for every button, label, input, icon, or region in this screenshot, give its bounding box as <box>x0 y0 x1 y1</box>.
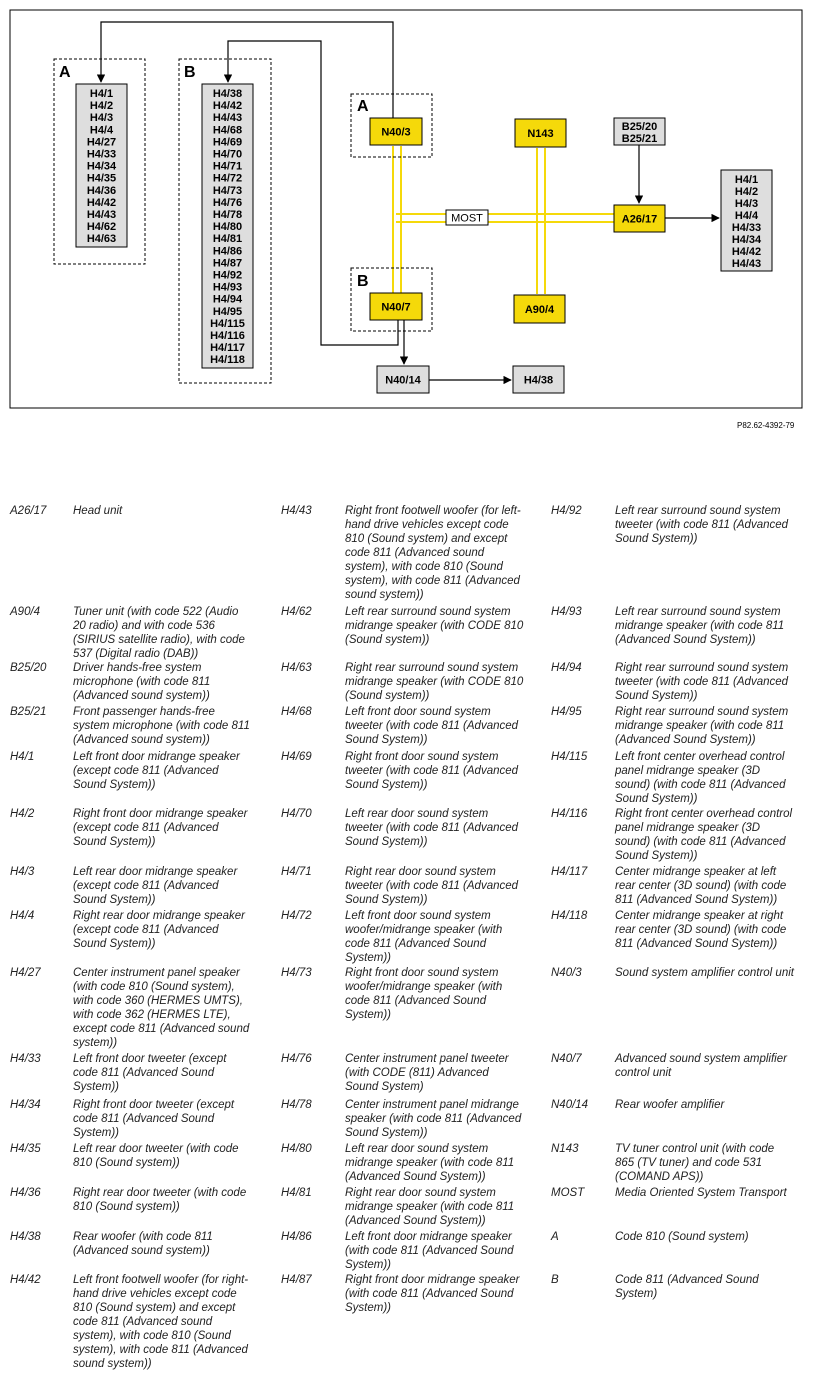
list-entry: H4/36 <box>86 184 117 197</box>
h4-38-label: H4/38 <box>523 374 554 387</box>
list-entry: H4/63 <box>86 233 117 246</box>
b25-20-label: B25/20 <box>621 121 658 133</box>
list-entry: H4/2 <box>89 100 114 113</box>
legend-description: Right rear door sound system midrange speaker (with code 811 (Advanced Sound System)) <box>345 1187 515 1227</box>
legend-description: Right front door midrange speaker (with code 811 (Advanced Sound System)) <box>345 1274 520 1314</box>
group-a-letter: A <box>59 64 71 81</box>
legend-code: A <box>551 1231 559 1243</box>
n143-label: N143 <box>527 128 554 140</box>
legend-description: Center midrange speaker at right rear center (3D sound) (with code 811 (Advanced Sound System)) <box>615 910 787 950</box>
n40-7-label: N40/7 <box>381 301 411 314</box>
legend-description: Left rear surround sound system midrange speaker (with code 811 (Advanced Sound System)) <box>615 606 785 646</box>
list-entry: H4/86 <box>212 245 243 258</box>
list-entry: H4/115 <box>210 317 245 330</box>
legend-description: Rear woofer (with code 811 (Advanced sound system)) <box>73 1231 213 1257</box>
legend-description: Center instrument panel tweeter (with CODE (811) Advanced Sound System) <box>345 1053 509 1093</box>
legend-description: Right front center overhead control panel midrange speaker (3D sound) (with code 811 (Advanced Sound System)) <box>615 808 793 862</box>
legend-code: H4/68 <box>281 706 312 718</box>
legend-description: Code 811 (Advanced Sound System) <box>615 1274 759 1300</box>
list-entry: H4/62 <box>86 221 117 234</box>
legend-description: Advanced sound system amplifier control unit <box>615 1053 787 1079</box>
legend-code: H4/35 <box>10 1143 41 1155</box>
list-entry: H4/81 <box>212 233 243 246</box>
list-entry: H4/42 <box>212 100 243 113</box>
legend-code: H4/69 <box>281 751 312 763</box>
figure-reference: P82.62-4392-79 <box>737 421 795 430</box>
legend-description: Left rear door sound system midrange speaker (with code 811 (Advanced Sound System)) <box>345 1143 515 1183</box>
legend-description: Right rear door midrange speaker (except code 811 (Advanced Sound System)) <box>73 910 245 950</box>
legend-code: N40/7 <box>551 1053 582 1065</box>
list-entry: H4/34 <box>731 234 762 246</box>
list-entry: H4/1 <box>734 174 759 186</box>
list-entry: H4/35 <box>86 172 117 185</box>
legend-code: H4/72 <box>281 910 312 922</box>
legend-code: H4/38 <box>10 1231 41 1243</box>
list-entry: H4/3 <box>89 112 114 125</box>
legend-code: H4/116 <box>551 808 588 820</box>
list-entry: H4/69 <box>212 136 243 149</box>
legend-description: Left front center overhead control panel midrange speaker (3D sound) (with code 811 (Advanced Sound System)) <box>615 751 786 805</box>
legend-code: H4/92 <box>551 505 582 517</box>
list-entry: H4/1 <box>89 88 114 100</box>
list-entry: H4/42 <box>86 196 117 209</box>
list-entry: H4/27 <box>86 136 117 149</box>
list-a <box>87 88 117 245</box>
legend-code: H4/1 <box>10 751 35 763</box>
legend-description: Left rear surround sound system tweeter (with code 811 (Advanced Sound System)) <box>615 505 789 545</box>
legend-description: Front passenger hands-free system microphone (with code 811 (Advanced sound system)) <box>73 706 250 746</box>
legend-description: Right rear surround sound system midrange speaker (with code 811 (Advanced Sound System)) <box>615 706 789 746</box>
legend-code: A90/4 <box>10 606 41 618</box>
list-entry: H4/93 <box>212 281 243 294</box>
legend-description: Left rear door midrange speaker (except code 811 (Advanced Sound System)) <box>73 866 238 906</box>
legend-description: Left front footwell woofer (for right- hand drive vehicles except code 810 (Sound system) and except code 811 (Advanced sound system), with code 810 (Sound system), with code 811 (Advanced sound system)) <box>73 1274 249 1370</box>
list-entry: H4/87 <box>212 257 243 270</box>
legend-description: Sound system amplifier control unit <box>615 967 794 979</box>
group-b-letter: B <box>184 64 196 81</box>
legend-code: H4/70 <box>281 808 312 820</box>
legend-code: H4/86 <box>281 1231 312 1243</box>
legend-description: Center instrument panel speaker (with code 810 (Sound system), with code 360 (HERMES UMTS), with code 362 (HERMES LTE), except code 811 (Advanced sound system)) <box>73 967 250 1049</box>
legend-code: H4/78 <box>281 1099 312 1111</box>
legend-description: Right rear door sound system tweeter (with code 811 (Advanced Sound System)) <box>345 866 519 906</box>
legend-description: Center instrument panel midrange speaker (with code 811 (Advanced Sound System)) <box>345 1099 522 1139</box>
legend-description: Left front door midrange speaker (with code 811 (Advanced Sound System)) <box>345 1231 514 1271</box>
list-entry: H4/72 <box>212 172 243 185</box>
legend-code: A26/17 <box>10 505 47 517</box>
legend-description: Rear woofer amplifier <box>615 1099 725 1111</box>
legend-code: MOST <box>551 1187 585 1199</box>
a90-4-label: A90/4 <box>524 304 555 316</box>
legend-code: H4/93 <box>551 606 582 618</box>
list-entry: H4/43 <box>86 209 117 221</box>
legend-description: Right rear door tweeter (with code 810 (Sound system)) <box>73 1187 247 1213</box>
legend-description: Right rear surround sound system midrange speaker (with CODE 810 (Sound system)) <box>345 662 524 702</box>
list-entry: H4/116 <box>210 330 245 342</box>
list-entry: H4/78 <box>212 209 243 221</box>
legend-description: Right front door sound system woofer/midrange speaker (with code 811 (Advanced Sound System)) <box>345 967 503 1021</box>
legend-code: H4/81 <box>281 1187 312 1199</box>
legend-description: Right front door tweeter (except code 811 (Advanced Sound System)) <box>73 1099 235 1139</box>
legend-description: TV tuner control unit (with code 865 (TV tuner) and code 531 (COMAND APS)) <box>615 1143 775 1183</box>
list-entry: H4/38 <box>212 88 243 100</box>
b25-21-label: B25/21 <box>621 133 658 145</box>
list-entry: H4/117 <box>210 342 245 355</box>
legend-description: Driver hands-free system microphone (with code 811 (Advanced sound system)) <box>73 662 211 702</box>
legend-code: H4/115 <box>551 751 588 763</box>
list-right <box>732 174 762 270</box>
legend-code: H4/73 <box>281 967 312 979</box>
list-entry: H4/34 <box>86 160 117 173</box>
list-entry: H4/118 <box>210 354 245 367</box>
legend-code: B25/20 <box>10 662 47 674</box>
legend-code: B <box>551 1274 559 1286</box>
list-entry: H4/4 <box>734 210 759 222</box>
legend-description: Left rear door tweeter (with code 810 (Sound system)) <box>73 1143 239 1169</box>
n40-3-code-letter: A <box>357 98 369 115</box>
list-entry: H4/4 <box>89 124 114 137</box>
legend-code: H4/71 <box>281 866 312 878</box>
legend-description: Right front footwell woofer (for left- hand drive vehicles except code 810 (Sound system) and except code 811 (Advanced sound system), with code 810 (Sound system), with code 811 (Advanced sound system)) <box>345 505 521 601</box>
most-bus <box>393 146 614 294</box>
legend-code: H4/118 <box>551 910 588 922</box>
most-label: MOST <box>451 212 483 225</box>
n40-7-code-letter: B <box>357 273 369 290</box>
legend-code: H4/94 <box>551 662 582 674</box>
list-entry: H4/92 <box>212 269 243 282</box>
legend-code: B25/21 <box>10 706 47 718</box>
list-entry: H4/73 <box>212 184 243 197</box>
legend-code: H4/36 <box>10 1187 41 1199</box>
a26-17-label: A26/17 <box>621 213 658 226</box>
list-entry: H4/3 <box>734 198 759 210</box>
list-entry: H4/71 <box>212 160 243 173</box>
diagram-frame <box>10 10 802 408</box>
legend-code: H4/95 <box>551 706 582 718</box>
list-entry: H4/76 <box>212 196 243 209</box>
legend-description: Right front door sound system tweeter (with code 811 (Advanced Sound System)) <box>345 751 519 791</box>
list-entry: H4/80 <box>212 221 243 234</box>
list-entry: H4/33 <box>86 148 117 161</box>
list-entry: H4/42 <box>731 246 762 258</box>
legend-description: Right rear surround sound system tweeter (with code 811 (Advanced Sound System)) <box>615 662 789 702</box>
legend-code: H4/87 <box>281 1274 312 1286</box>
legend-description: Left front door sound system tweeter (with code 811 (Advanced Sound System)) <box>345 706 519 746</box>
legend-description: Left front door sound system woofer/midrange speaker (with code 811 (Advanced Sound System)) <box>345 910 503 964</box>
legend-code: H4/76 <box>281 1053 312 1065</box>
n40-14-label: N40/14 <box>385 374 421 387</box>
list-entry: H4/68 <box>212 124 243 137</box>
list-entry: H4/2 <box>734 186 759 198</box>
legend-description: Left rear door sound system tweeter (with code 811 (Advanced Sound System)) <box>345 808 519 848</box>
legend-code: H4/43 <box>281 505 312 517</box>
legend-code: H4/34 <box>10 1099 41 1111</box>
legend-code: H4/27 <box>10 967 41 979</box>
legend-code: H4/62 <box>281 606 312 618</box>
legend-code: H4/117 <box>551 866 588 878</box>
legend-code: H4/33 <box>10 1053 41 1065</box>
legend-code: H4/3 <box>10 866 35 878</box>
legend-description: Right front door midrange speaker (except code 811 (Advanced Sound System)) <box>73 808 248 848</box>
legend-code: H4/80 <box>281 1143 312 1155</box>
legend-description: Head unit <box>73 505 123 517</box>
legend-description: Media Oriented System Transport <box>615 1187 787 1199</box>
list-entry: H4/94 <box>212 293 243 306</box>
legend-description: Left front door midrange speaker (except code 811 (Advanced Sound System)) <box>73 751 240 791</box>
list-entry: H4/33 <box>731 222 762 234</box>
wiring-diagram <box>0 0 813 415</box>
legend-code: N143 <box>551 1143 579 1155</box>
legend-description: Code 810 (Sound system) <box>615 1231 749 1243</box>
legend-code: H4/4 <box>10 910 35 922</box>
list-entry: H4/95 <box>212 305 243 318</box>
list-entry: H4/70 <box>212 148 243 161</box>
list-entry: H4/43 <box>212 112 243 125</box>
list-entry: H4/43 <box>731 258 762 270</box>
legend-code: H4/2 <box>10 808 35 820</box>
legend-description: Left front door tweeter (except code 811 (Advanced Sound System)) <box>73 1053 227 1093</box>
legend-description: Center midrange speaker at left rear center (3D sound) (with code 811 (Advanced Sound System)) <box>615 866 787 906</box>
legend-code: H4/42 <box>10 1274 41 1286</box>
legend-code: H4/63 <box>281 662 312 674</box>
n40-3-label: N40/3 <box>381 126 411 139</box>
legend-code: N40/14 <box>551 1099 589 1111</box>
list-b <box>210 88 245 366</box>
legend-description: Left rear surround sound system midrange speaker (with CODE 810 (Sound system)) <box>345 606 524 646</box>
legend-description: Tuner unit (with code 522 (Audio 20 radio) and with code 536 (SIRIUS satellite radio), with code 537 (Digital radio (DAB)) <box>73 606 245 660</box>
legend-code: N40/3 <box>551 967 582 979</box>
